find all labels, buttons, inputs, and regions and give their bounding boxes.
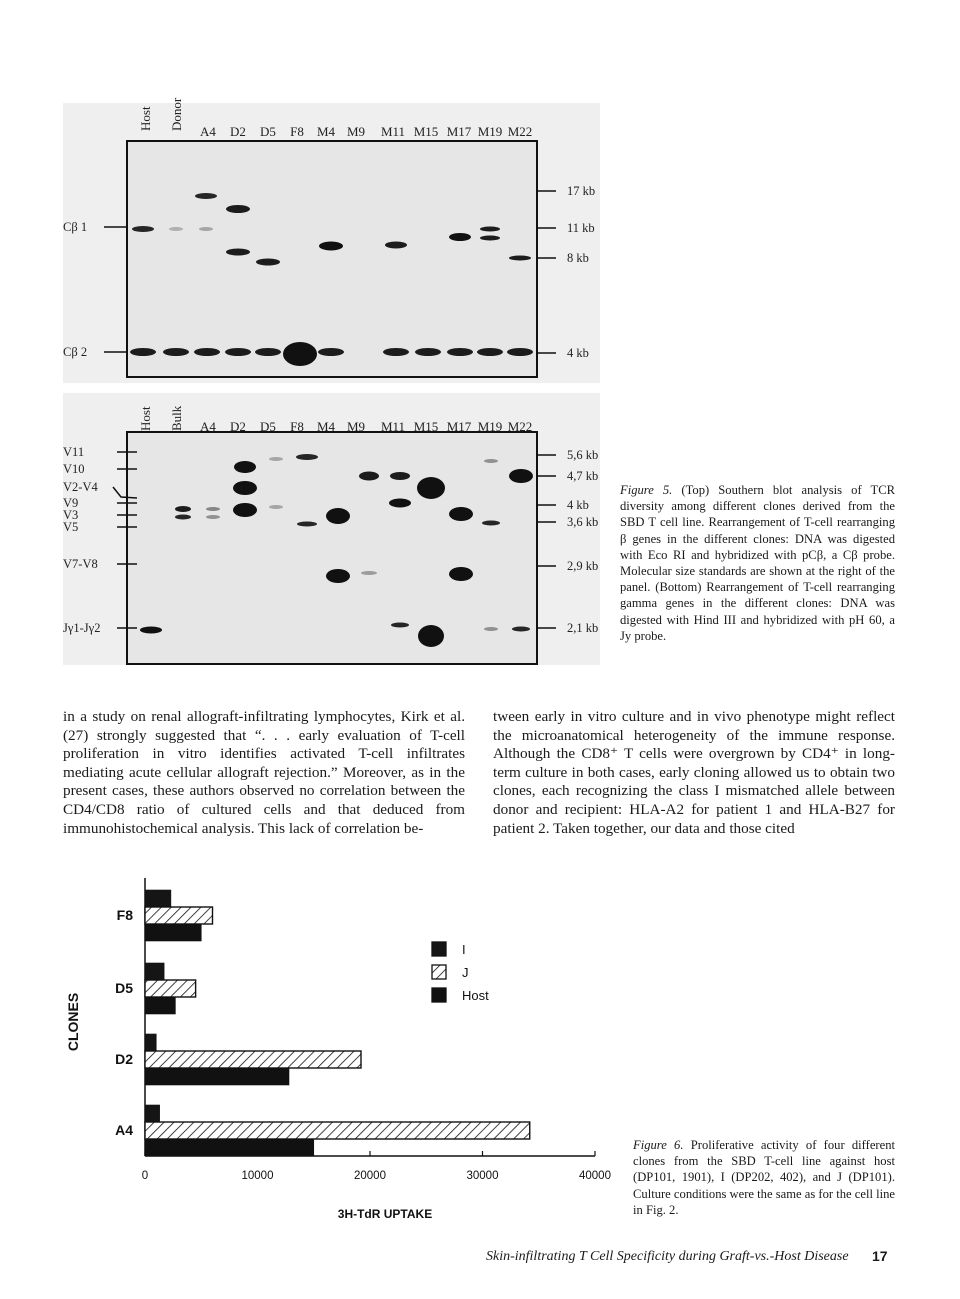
bar-i-a4 xyxy=(145,1105,160,1122)
gel-top-lane-label-m9: M9 xyxy=(346,124,366,139)
legend-label-i: I xyxy=(462,942,466,957)
gel-band xyxy=(512,627,530,632)
gel-top-lane-label-host: Host xyxy=(138,106,153,131)
gel-band xyxy=(233,503,257,517)
figure-6-caption-text: Proliferative activity of four different clones from the SBD T-cell line against host (DP101, 1901), I (DP202, 402), and J (DP101). Culture conditions were the same as for the cell line in Fig. 2. xyxy=(633,1138,896,1217)
gel-band xyxy=(484,459,498,463)
gel-band xyxy=(175,506,191,512)
gel-band xyxy=(225,348,251,356)
running-title: Skin-infiltrating T Cell Specificity during Graft-vs.-Host Disease xyxy=(486,1249,849,1264)
x-tick-label: 0 xyxy=(141,1170,149,1182)
gel-band xyxy=(296,454,318,460)
gel-bottom-size-marker-label: 4,7 kb xyxy=(567,469,599,483)
gel-band xyxy=(255,348,281,356)
gel-band xyxy=(477,348,503,356)
gel-band xyxy=(361,571,377,575)
gel-bottom-lane-label-bulk: Bulk xyxy=(169,405,184,431)
legend-label-host: Host xyxy=(462,988,489,1003)
gel-band xyxy=(269,457,283,461)
gel-top-size-marker-label: 17 kb xyxy=(567,184,596,198)
gel-band xyxy=(318,348,344,356)
gel-bottom-lane-label-m9: M9 xyxy=(346,419,366,434)
gel-band xyxy=(226,205,250,213)
gel-bottom-lane-label-f8: F8 xyxy=(290,419,304,434)
gel-band xyxy=(130,348,156,356)
x-tick-label: 40000 xyxy=(579,1170,611,1182)
gel-band xyxy=(226,249,250,256)
gel-top-lane-label-d2: D2 xyxy=(230,124,246,139)
gel-bottom-left-label: V11 xyxy=(63,445,85,459)
gel-bottom-size-marker-label: 2,9 kb xyxy=(567,559,599,573)
gel-band xyxy=(417,477,445,499)
gel-bottom-left-label: V3 xyxy=(63,508,79,522)
figure-5-caption xyxy=(620,482,895,644)
gel-band xyxy=(509,256,531,261)
bar-j-a4 xyxy=(145,1122,530,1139)
gel-band xyxy=(509,469,533,483)
gel-top-lane-label-m11: M11 xyxy=(380,124,406,139)
gel-top-size-marker-label: 8 kb xyxy=(567,251,589,265)
body-right-column: tween early in vitro culture and in vivo phenotype might reflect the microanatomical heterogeneity of the immune response. Although the CD8⁺ T cells were overgrown by CD4⁺ in long-term culture in both cases, early cloning allowed us to obtain two clones, each recognizing the class I mismatched allele between donor and recipient: HLA-A2 for patient 1 and HLA-B27 for patient 2. Taken together, our data and those cited xyxy=(493,708,895,837)
bar-j-d2 xyxy=(145,1051,361,1068)
bar-host-d2 xyxy=(145,1068,289,1085)
gel-band xyxy=(175,515,191,520)
legend-swatch-j xyxy=(432,965,446,979)
gel-bottom-lane-label-m11: M11 xyxy=(380,419,406,434)
gel-band xyxy=(390,472,410,480)
gel-bottom-size-marker-label: 2,1 kb xyxy=(567,621,599,635)
gel-bottom-left-label: V5 xyxy=(63,520,79,534)
gel-bottom-left-label: V7-V8 xyxy=(63,557,98,571)
gel-band xyxy=(484,627,498,631)
gel-top-frame xyxy=(127,141,537,377)
gel-top-lane-label-m19: M19 xyxy=(477,124,503,139)
gel-bottom-size-marker-label: 4 kb xyxy=(567,498,589,512)
gel-bottom-left-label: V9 xyxy=(63,496,79,510)
gel-bottom-frame xyxy=(127,432,537,664)
gel-bottom-lane-label-m17: M17 xyxy=(446,419,472,434)
gel-bottom-size-marker-label: 3,6 kb xyxy=(567,515,599,529)
category-label-a4: A4 xyxy=(115,1122,133,1138)
bar-i-d2 xyxy=(145,1034,156,1051)
gel-band xyxy=(389,499,411,508)
gel-band xyxy=(194,348,220,356)
gel-band xyxy=(482,521,500,526)
gel-band xyxy=(319,242,343,251)
gel-band xyxy=(283,342,317,366)
gel-bottom-lane-label-m19: M19 xyxy=(477,419,503,434)
category-label-d5: D5 xyxy=(115,980,133,996)
gel-top-size-marker-label: 4 kb xyxy=(567,346,589,360)
gel-band xyxy=(415,348,441,356)
body-left-column: in a study on renal allograft-infiltrating lymphocytes, Kirk et al. (27) strongly suggested that “. . . early evaluation of T-cell proliferation in vitro identifies activated T-cell infiltrates mediating acute cellular allograft rejection.” Moreover, as in the present cases, these authors observed no correlation between the CD4/CD8 ratio of cultured cells and that deduced from immunohistochemical analysis. This lack of correlation be- xyxy=(63,708,465,837)
gel-band xyxy=(199,227,213,231)
gel-band xyxy=(195,193,217,199)
gel-bottom-lane-label-d2: D2 xyxy=(230,419,246,434)
y-axis-label: CLONES xyxy=(65,992,81,1052)
gel-top-lane-label-a4: A4 xyxy=(200,124,216,139)
gel-top-lane-label-m15: M15 xyxy=(413,124,439,139)
gel-band xyxy=(383,348,409,356)
gel-band xyxy=(359,472,379,481)
gel-top-lane-label-m4: M4 xyxy=(316,124,336,139)
legend-swatch-host xyxy=(432,988,446,1002)
gel-bottom-left-label: Jγ1-Jγ2 xyxy=(63,621,101,635)
gel-band xyxy=(449,567,473,581)
gel-band xyxy=(418,625,444,647)
gel-band xyxy=(480,236,500,241)
bar-j-d5 xyxy=(145,980,196,997)
gel-band xyxy=(385,242,407,249)
gel-band xyxy=(326,569,350,583)
gel-bottom-lane-label-m4: M4 xyxy=(316,419,336,434)
gel-top-lane-label-donor: Donor xyxy=(169,97,184,131)
gel-band xyxy=(132,226,154,232)
gel-bottom-left-label: V2-V4 xyxy=(63,480,98,494)
gel-band xyxy=(449,507,473,521)
gel-band xyxy=(297,522,317,527)
figure-5-caption-text: (Top) Southern blot analysis of TCR diversity among different clones derived from the SBD T cell line. Rearrangement of T-cell rearranging β genes in the different clones: DNA was digested with Eco RI and hybridized with pCβ, a Cβ probe. Molecular size standards are shown at the right of the panel. (Bottom) Rearrangement of T-cell rearranging gamma genes in the different clones: DNA was digested with Hind III and hybridized with pH 60, a Jy probe. xyxy=(620,483,895,643)
figure-6-chart xyxy=(0,860,620,1230)
gel-band xyxy=(447,348,473,356)
bar-host-a4 xyxy=(145,1139,314,1156)
page-number: 17 xyxy=(872,1248,888,1264)
gel-top-left-label: Cβ 2 xyxy=(63,345,88,359)
figure-6-caption xyxy=(633,1137,895,1218)
gel-bottom-lane-label-d5: D5 xyxy=(260,419,276,434)
gel-band xyxy=(449,233,471,241)
gel-top-lane-label-m17: M17 xyxy=(446,124,472,139)
gel-band xyxy=(163,348,189,356)
gel-bottom-size-marker-label: 5,6 kb xyxy=(567,448,599,462)
gel-band xyxy=(206,515,220,519)
gel-top-lane-label-m22: M22 xyxy=(507,124,533,139)
gel-band xyxy=(256,259,280,266)
gel-band xyxy=(326,508,350,524)
gel-top-size-marker-label: 11 kb xyxy=(567,221,595,235)
gel-band xyxy=(269,505,283,509)
gel-top-lane-label-d5: D5 xyxy=(260,124,276,139)
bar-j-f8 xyxy=(145,907,213,924)
bar-i-d5 xyxy=(145,963,164,980)
gel-bottom-lane-label-m15: M15 xyxy=(413,419,439,434)
gel-bottom-lane-label-a4: A4 xyxy=(200,419,216,434)
legend-label-j: J xyxy=(462,965,469,980)
gel-top-left-label: Cβ 1 xyxy=(63,220,88,234)
bar-host-d5 xyxy=(145,997,175,1014)
x-tick-label: 10000 xyxy=(241,1170,274,1182)
gel-top-lane-label-f8: F8 xyxy=(290,124,304,139)
legend-swatch-i xyxy=(432,942,446,956)
x-axis-label: 3H-TdR UPTAKE xyxy=(337,1207,433,1221)
figure-6-label: Figure 6. xyxy=(633,1138,684,1152)
gel-band xyxy=(233,481,257,495)
category-label-d2: D2 xyxy=(115,1051,133,1067)
x-tick-label: 30000 xyxy=(466,1170,499,1182)
gel-band xyxy=(140,627,162,634)
gel-band xyxy=(234,461,256,473)
x-tick-label: 20000 xyxy=(354,1170,386,1182)
gel-band xyxy=(169,227,183,231)
figure-5-label: Figure 5. xyxy=(620,483,673,497)
gel-band xyxy=(480,227,500,232)
bar-host-f8 xyxy=(145,924,201,941)
gel-bottom-lane-label-host: Host xyxy=(138,406,153,431)
bar-i-f8 xyxy=(145,890,171,907)
gel-band xyxy=(391,623,409,628)
gel-band xyxy=(507,348,533,356)
gel-bottom-left-label: V10 xyxy=(63,462,85,476)
gel-bottom-lane-label-m22: M22 xyxy=(507,419,533,434)
category-label-f8: F8 xyxy=(116,907,133,923)
gel-band xyxy=(206,507,220,511)
